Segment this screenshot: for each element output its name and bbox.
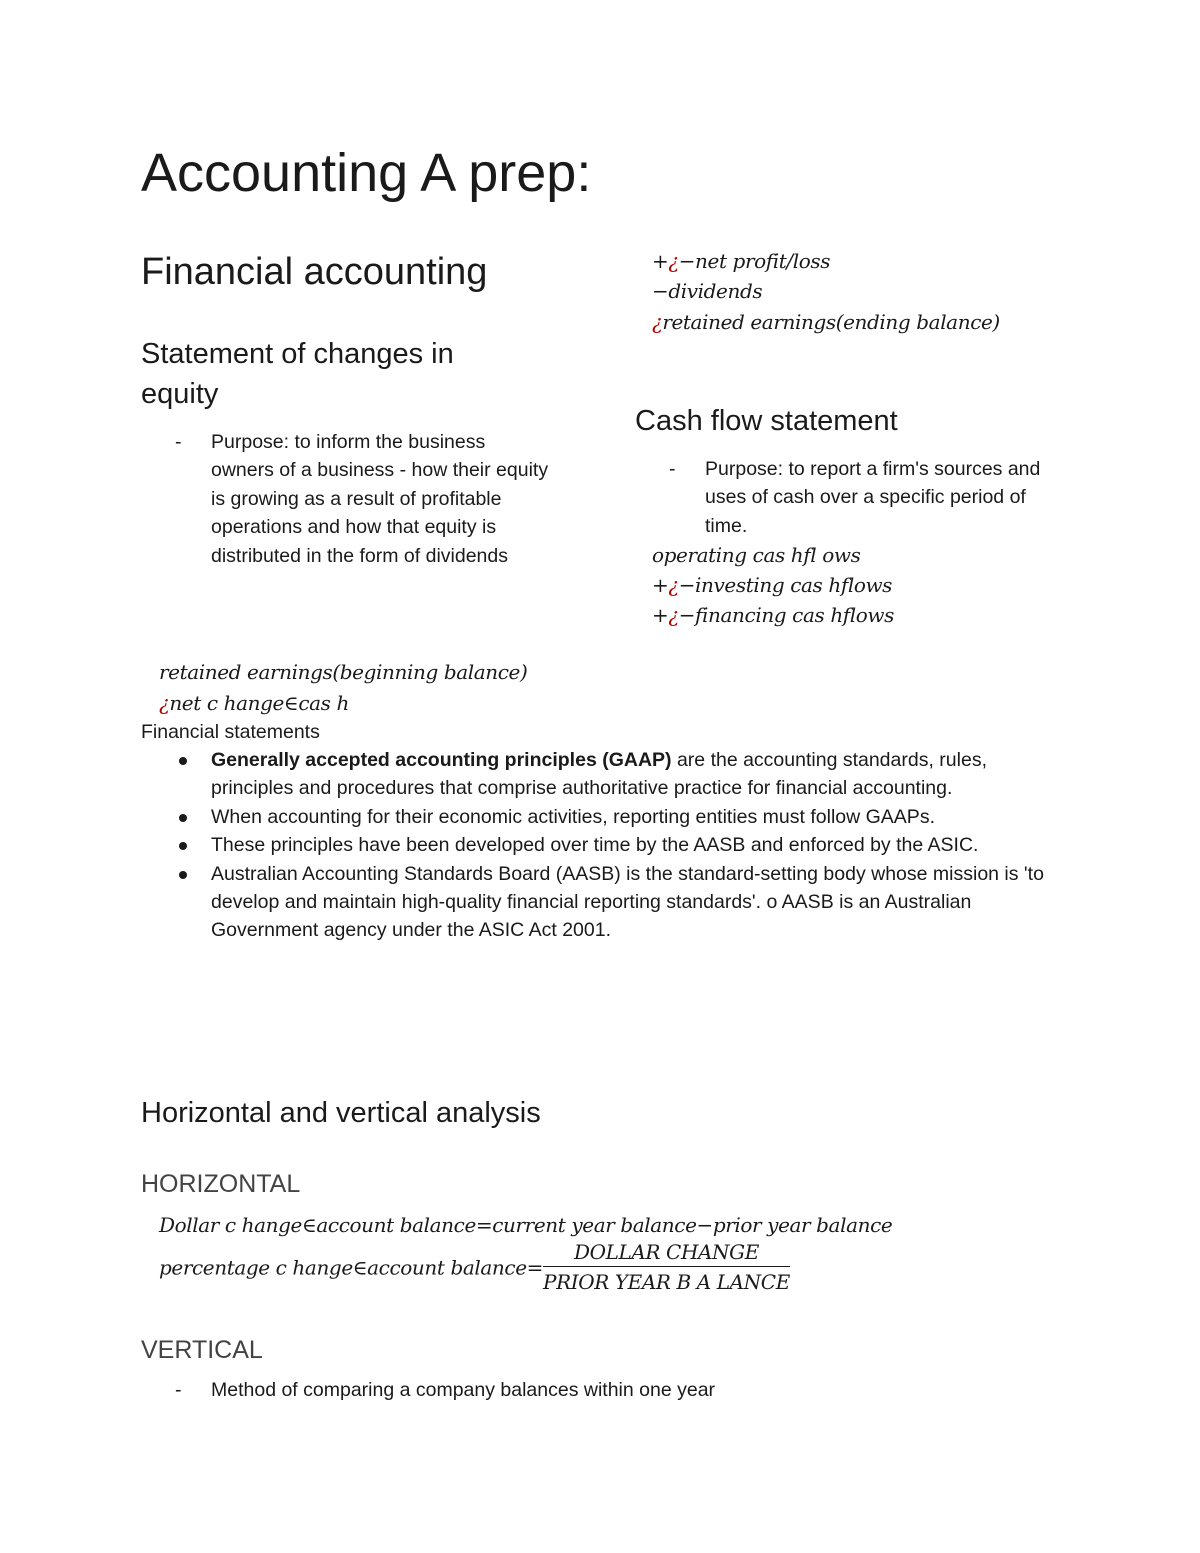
inverted-question-mark: ¿ [668, 249, 679, 273]
fraction-denominator: PRIOR YEAR B A LANCE [543, 1270, 790, 1294]
formula-lhs: percentage c hange∈account balance= [159, 1255, 544, 1280]
inverted-question-mark: ¿ [652, 310, 663, 334]
financial-accounting-heading: Financial accounting [141, 251, 488, 293]
equation-text: −net profit/loss [678, 249, 831, 273]
bold-term: Generally accepted accounting principles (GAAP) [211, 749, 672, 771]
equation-retained-beginning: retained earnings(beginning balance) [159, 660, 528, 684]
vertical-subheading: VERTICAL [141, 1336, 263, 1364]
equation-financing [652, 600, 894, 630]
vertical-item: - Method of comparing a company balances within one year [141, 1376, 1041, 1404]
list-item [141, 746, 1071, 803]
equation-retained-ending [652, 307, 1000, 337]
equity-purpose-item: - Purpose: to inform the business owners of a business - how their equity is growing as a result of profitable operations and how that equity is distributed in the form of dividends [141, 428, 551, 570]
list-item [141, 803, 1071, 831]
dollar-change-formula: Dollar c hange∈account balance=current year balance−prior year balance [159, 1213, 893, 1237]
inverted-question-mark: ¿ [159, 691, 170, 715]
list-item-text: These principles have been developed over time by the AASB and enforced by the ASIC. [211, 834, 979, 857]
list-item-text: When accounting for their economic activities, reporting entities must follow GAAPs. [211, 805, 935, 828]
list-item [141, 831, 1071, 859]
analysis-heading: Horizontal and vertical analysis [141, 1097, 541, 1129]
document-title: Accounting A prep: [141, 143, 592, 203]
plus-sign: + [652, 249, 669, 273]
inverted-question-mark: ¿ [668, 603, 679, 627]
cash-flow-heading: Cash flow statement [635, 405, 898, 437]
plus-sign: + [652, 573, 669, 597]
percentage-change-formula [159, 1238, 790, 1297]
cash-flow-purpose-list [635, 455, 1055, 540]
fraction [543, 1238, 790, 1297]
plus-sign: + [652, 603, 669, 627]
financial-statements-label: Financial statements [141, 721, 320, 743]
equation-investing [652, 570, 892, 600]
equation-dividends: −dividends [652, 279, 763, 303]
equity-purpose-list [141, 428, 551, 570]
equation-net-profit [652, 246, 830, 276]
vertical-list [141, 1376, 1041, 1404]
equation-net-change [159, 688, 349, 718]
equation-text: retained earnings(ending balance) [662, 310, 1000, 334]
gaap-bullet-list [141, 746, 1071, 945]
equity-statement-heading: Statement of changes in equity [141, 338, 454, 410]
horizontal-subheading: HORIZONTAL [141, 1170, 301, 1198]
inverted-question-mark: ¿ [668, 573, 679, 597]
list-item-text: Australian Accounting Standards Board (AASB) is the standard-setting body whose mission is 'to develop and maintain high-quality financial reporting standards'. o AASB is an Australian Government agency under the ASIC Act 2001. [211, 862, 1044, 942]
cash-flow-purpose-item: - Purpose: to report a firm's sources and uses of cash over a specific period of time. [635, 455, 1055, 540]
equation-operating: operating cas hfl ows [652, 543, 861, 567]
equation-text: net c hange∈cas h [169, 691, 349, 715]
equation-text: −investing cas hflows [678, 573, 893, 597]
list-item-text: are the accounting standards, rules, principles and procedures that comprise authoritative practice for financial accounting. [211, 749, 987, 800]
fraction-numerator: DOLLAR CHANGE [543, 1238, 790, 1267]
equation-text: −financing cas hflows [678, 603, 895, 627]
list-item [141, 860, 1071, 945]
